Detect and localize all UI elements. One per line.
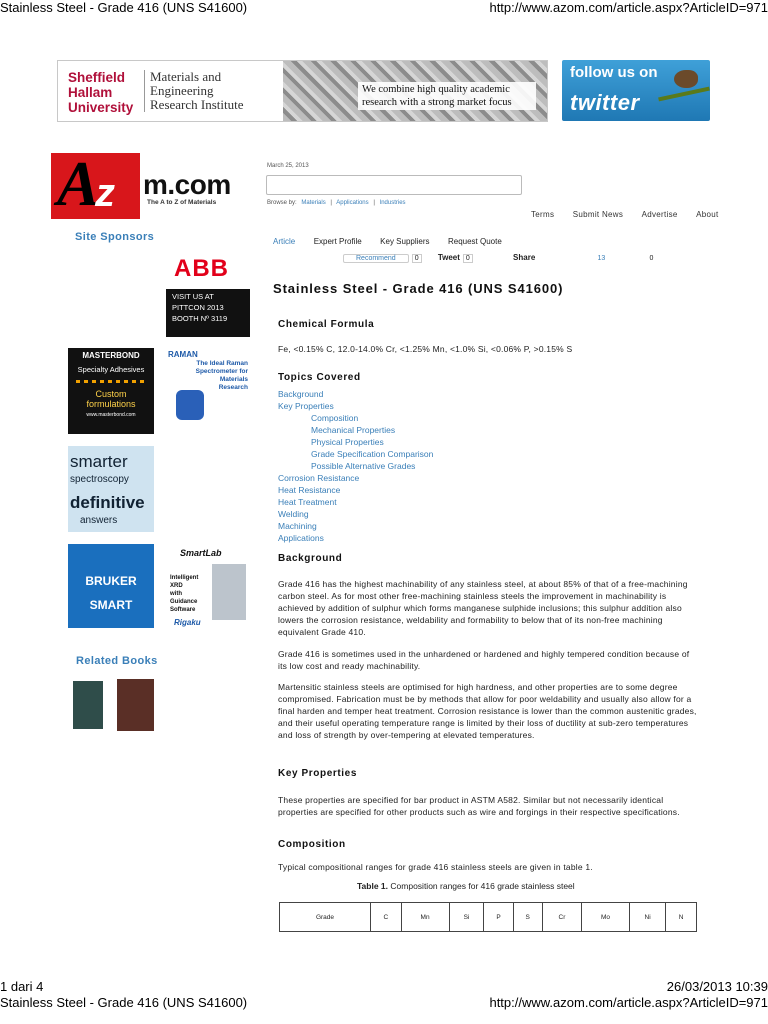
- rigaku-logo: Rigaku: [174, 618, 201, 627]
- azom-logo[interactable]: [51, 153, 231, 219]
- related-books-heading: Related Books: [76, 655, 158, 667]
- masterbond-line: Specialty Adhesives: [77, 365, 145, 374]
- topics-list: [278, 388, 433, 544]
- smarter-spectroscopy-ad[interactable]: [68, 446, 154, 532]
- topic-link[interactable]: Possible Alternative Grades: [311, 461, 416, 471]
- tagline-line: research with a strong market focus: [362, 97, 512, 108]
- abb-line: BOOTH Nº 3119: [172, 314, 228, 323]
- smarter-line: smarter: [70, 452, 128, 471]
- browse-applications-link[interactable]: Applications: [336, 200, 369, 206]
- bird-icon: [674, 70, 698, 88]
- chemical-formula: Fe, <0.15% C, 12.0-14.0% Cr, <1.25% Mn, <1.0% Si, <0.06% P, >0.15% S: [278, 344, 573, 354]
- raman-line: Research: [218, 384, 248, 391]
- masterbond-logo: MASTERBOND: [82, 351, 140, 360]
- topic-link[interactable]: Heat Resistance: [278, 485, 341, 495]
- topics-heading: Topics Covered: [278, 372, 361, 383]
- masterbond-line: formulations: [86, 399, 136, 409]
- xrd-instrument-image: [212, 564, 246, 620]
- nav-submit-news[interactable]: Submit News: [572, 210, 624, 219]
- background-heading: Background: [278, 553, 343, 564]
- abb-logo: ABB: [174, 255, 229, 282]
- abb-line: PITTCON 2013: [172, 303, 224, 312]
- shu-logo-line: Sheffield: [68, 70, 126, 85]
- recommend-button[interactable]: Recommend: [343, 254, 409, 263]
- social-bar: [343, 253, 653, 263]
- page-date: March 25, 2013: [267, 163, 309, 169]
- browse-materials-link[interactable]: Materials: [301, 200, 326, 206]
- nav-advertise[interactable]: Advertise: [641, 210, 678, 219]
- smarter-line: spectroscopy: [70, 474, 129, 485]
- abb-ad[interactable]: [166, 253, 250, 337]
- key-properties-paragraph: These properties are specified for bar product in ASTM A582. Similar but not necessarily identical properties are specified for other products such as wire and forgings in their respective specifications.: [278, 795, 680, 817]
- book-cover-1[interactable]: [73, 681, 103, 729]
- table-header-cell: Mn: [401, 903, 449, 932]
- smartlab-text: [170, 574, 198, 614]
- follow-twitter-button[interactable]: [562, 60, 710, 121]
- browse-separator: |: [373, 200, 375, 206]
- topic-link[interactable]: Key Properties: [278, 401, 334, 411]
- shu-logo: [68, 70, 133, 115]
- tagline-line: We combine high quality academic: [362, 84, 510, 95]
- institute-name: [150, 70, 244, 112]
- print-footer-page: 1 dari 4: [0, 979, 44, 994]
- print-footer-datetime: 26/03/2013 10:39: [666, 979, 768, 994]
- share-count: 13: [597, 255, 606, 262]
- logo-az-mark: [51, 153, 140, 219]
- smartlab-line: XRD: [170, 583, 183, 589]
- background-paragraph-2: Grade 416 is sometimes used in the unhardened or hardened and highly tempered condition because of its low cost and ready machinability.: [278, 649, 690, 671]
- print-header-url: http://www.azom.com/article.aspx?ArticleID=971: [489, 0, 768, 15]
- composition-heading: Composition: [278, 839, 346, 850]
- table-header-cell: Cr: [542, 903, 581, 932]
- twitter-line1: follow us on: [570, 64, 658, 81]
- bruker-line: SMART: [89, 598, 133, 612]
- smarter-line: definitive: [70, 493, 145, 512]
- smartlab-ad[interactable]: [166, 544, 250, 630]
- background-paragraph-3: Martensitic stainless steels are optimised for high hardness, and other properties are to some degree compromised. Fabrication must be by methods that allow for poor weldability and usually also allow for a final harden and temper heat treatment. Corrosion resistance is lower than the common austenitic grades, and their useful operating temperature range is limited by their loss of ductility at sub-zero temperatures and loss of strength by over-tempering at elevated temperatures.: [278, 682, 697, 740]
- background-paragraph-1: Grade 416 has the highest machinability of any stainless steel, at about 85% of that of a free-machining carbon steel. As for most other free-machining stainless steels the improvement in machinability is achieved by addition of sulphur which forms manganese sulphide inclusions; this sulphur addition also lowers the corrosion resistance, weldability and formability to below that of its non-free machining equivalent Grade 410.: [278, 579, 688, 637]
- masterbond-dots: [76, 380, 146, 383]
- smartlab-line: Guidance: [170, 599, 198, 605]
- composition-paragraph: Typical compositional ranges for grade 416 stainless steels are given in table 1.: [278, 862, 593, 872]
- tweet-button[interactable]: Tweet: [437, 253, 460, 262]
- logo-letter-a: A: [57, 153, 100, 219]
- nav-about[interactable]: About: [696, 210, 719, 219]
- bruker-line: BRUKER: [85, 574, 137, 588]
- banner-tagline: [358, 82, 536, 110]
- topic-link[interactable]: Corrosion Resistance: [278, 473, 360, 483]
- smartlab-line: with: [170, 591, 182, 597]
- smartlab-line: Software: [170, 607, 196, 613]
- article-title: Stainless Steel - Grade 416 (UNS S41600): [273, 281, 564, 296]
- table-header-cell: N: [666, 903, 697, 932]
- nav-terms[interactable]: Terms: [531, 210, 555, 219]
- abb-ad-text: [166, 289, 250, 337]
- masterbond-url: www.masterbond.com: [86, 412, 136, 418]
- raman-line: The Ideal Raman: [196, 360, 248, 367]
- branch-icon: [658, 87, 710, 102]
- table-header-cell: P: [484, 903, 513, 932]
- logo-letter-z: z: [95, 171, 115, 215]
- browse-label: Browse by:: [267, 200, 297, 206]
- abb-line: VISIT US AT: [172, 292, 214, 301]
- shu-logo-line: University: [68, 100, 134, 115]
- table-header-cell: Grade: [280, 903, 371, 932]
- search-input[interactable]: [266, 175, 522, 195]
- tweet-count: 0: [463, 254, 473, 263]
- masterbond-line: Custom: [95, 389, 127, 399]
- logo-tagline: The A to Z of Materials: [147, 199, 217, 206]
- recommend-count: 0: [412, 254, 422, 263]
- topic-link[interactable]: Welding: [278, 509, 309, 519]
- table-header-cell: Mo: [582, 903, 630, 932]
- topic-link[interactable]: Applications: [278, 533, 324, 543]
- banner-ad-shu[interactable]: [57, 60, 548, 122]
- print-header-title: Stainless Steel - Grade 416 (UNS S41600): [0, 0, 248, 15]
- composition-table: [279, 902, 697, 932]
- tab-key-suppliers[interactable]: Key Suppliers: [380, 237, 430, 246]
- bruker-ad[interactable]: [68, 544, 154, 628]
- print-footer-title: Stainless Steel - Grade 416 (UNS S41600): [0, 995, 248, 1010]
- topic-link[interactable]: Physical Properties: [311, 437, 384, 447]
- table-header-cell: C: [371, 903, 402, 932]
- shu-logo-line: Hallam: [68, 85, 113, 100]
- banner-divider: [144, 70, 145, 112]
- table-caption: [357, 881, 575, 891]
- raman-logo: RAMAN: [168, 350, 198, 359]
- topic-link[interactable]: Background: [278, 389, 324, 399]
- share-button[interactable]: Share: [513, 253, 536, 262]
- tab-article[interactable]: Article: [273, 237, 296, 246]
- browse-separator: |: [330, 200, 332, 206]
- table-header-cell: Si: [449, 903, 484, 932]
- article-tabs: [273, 231, 516, 249]
- key-properties-heading: Key Properties: [278, 768, 357, 779]
- spectrometer-image: [176, 390, 204, 420]
- logo-com: m.com: [143, 169, 231, 200]
- table-header-cell: Ni: [629, 903, 665, 932]
- book-cover-2[interactable]: [117, 679, 154, 731]
- site-sponsors-heading: Site Sponsors: [75, 231, 155, 243]
- institute-line: Materials and: [150, 69, 222, 84]
- smartlab-line: Intelligent: [170, 575, 199, 581]
- tab-request-quote[interactable]: Request Quote: [447, 237, 502, 246]
- raman-ad[interactable]: [166, 348, 250, 434]
- browse-industries-link[interactable]: Industries: [379, 200, 406, 206]
- raman-line: Spectrometer for: [195, 368, 248, 375]
- top-nav: [517, 204, 719, 222]
- topic-link[interactable]: Mechanical Properties: [311, 425, 396, 435]
- table-caption-text: Composition ranges for 416 grade stainless steel: [390, 881, 575, 891]
- table-caption-label: Table 1.: [357, 881, 389, 891]
- institute-line: Engineering: [150, 83, 214, 98]
- browse-by: [267, 200, 406, 206]
- smartlab-logo: SmartLab: [180, 548, 222, 558]
- topic-link[interactable]: Grade Specification Comparison: [311, 449, 434, 459]
- topic-link[interactable]: Composition: [311, 413, 359, 423]
- raman-text: [190, 360, 248, 392]
- print-footer-url: http://www.azom.com/article.aspx?ArticleID=971: [489, 995, 768, 1010]
- chemical-formula-heading: Chemical Formula: [278, 319, 375, 330]
- other-count: 0: [649, 255, 654, 262]
- raman-line: Materials: [219, 376, 248, 383]
- institute-line: Research Institute: [150, 97, 244, 112]
- table-header-cell: S: [513, 903, 542, 932]
- twitter-line2: twitter: [570, 90, 640, 115]
- tab-expert-profile[interactable]: Expert Profile: [313, 237, 362, 246]
- masterbond-ad[interactable]: [68, 348, 154, 434]
- topic-link[interactable]: Machining: [278, 521, 317, 531]
- smarter-line: answers: [80, 515, 118, 526]
- topic-link[interactable]: Heat Treatment: [278, 497, 337, 507]
- table-header-row: [280, 903, 697, 932]
